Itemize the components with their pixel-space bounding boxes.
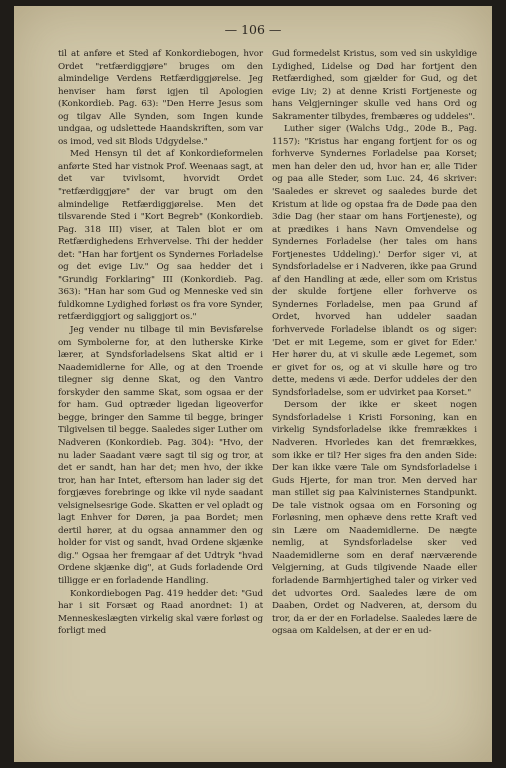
right-paragraph-3: Dersom der ikke er skeet nogen Syndsforladelse i Kristi Forsoning, kan en virkelig Syndsforladelse ikke fremrækkes i Nadveren. Hvorledes kan det fremrækkes, som ikke er til? Her siges fra den anden Side: Der kan ikke være Tale om Syndsforladelse i Guds Hjerte, for man tror. Men derved har man stillet sig paa Kalvinisternes Standpunkt. De tale vistnok ogsaa om en Forsoning og Forløsning, men ophæve dens rette Kraft ved sin Lære om Naademidlerne. De nægte nemlig, at Syndsforladelse sker ved Naademidlerne som en deraf nærværende Velgjerning, at Guds tilgivende Naade eller forladende Barmhjertighed taler og virker ved det udvortes Ord. Saaledes lære de om Daaben, Ordet og Nadveren, at, dersom du tror, da er der en Forladelse. Saaledes lære de ogsaa om Kaldelsen, at der er en ud- [272,400,477,637]
left-paragraph-2: Med Hensyn til det af Konkordieformelen anførte Sted har vistnok Prof. Weenaas sagt, at det var tvivlsomt, hvorvidt Ordet "retfærdiggjøre" der var brugt om den almindelige Retfærdiggjørelse. Men det tilsvarende Sted i "Kort Begreb" (Konkordieb. Pag. 318 III) viser, at Talen blot er om Retfærdighedens Erhvervelse. Thi der hedder det: "Han har fortjent os Syndernes Forladelse og det evige Liv." Og saa hedder det i "Grundig Forklaring" III (Konkordieb. Pag. 363): "Han har som Gud og Menneske ved sin fuldkomne Lydighed forløst os fra vore Synder, retfærdiggjort og saliggjort os." [58,149,263,323]
left-paragraph-4: Konkordiebogen Pag. 419 hedder det: "Gud har i sit Forsæt og Raad anordnet: 1) at Menneskeslægten virkelig skal være forløst og forligt med [58,588,263,637]
left-column [58,48,263,638]
left-paragraph-3: Jeg vender nu tilbage til min Bevisførelse om Symbolerne for, at den lutherske Kirke lærer, at Syndsforladelsens Skat altid er i Naademidlerne for Alle, og at den Troende tilegner sig denne Skat, og den Vantro forskyder den samme Skat, som ogsaa er der for ham. Gud optræder ligedan ligeoverfor begge, bringer den Samme til begge, bringer Tilgivelsen til begge. Saaledes siger Luther om Nadveren (Konkordieb. Pag. 304): "Hvo, der nu lader Saadant være sagt til sig og tror, at det er sandt, han har det; men hvo, der ikke tror, han har Intet, eftersom han lader sig det forgjæves forebringe og ikke vil nyde saadant velsignelsesrige Gode. Skatten er vel opladt og lagt Enhver for Døren, ja paa Bordet; men dertil hører, at du ogsaa annammer den og holder for vist og sandt, hvad Ordene skjænke dig." Ogsaa her fremgaar af det Udtryk "hvad Ordene skjænke dig", at Guds forladende Ord tilligge er en forladende Handling. [58,325,263,586]
right-column [272,48,477,638]
left-paragraph-1: til at anføre et Sted af Konkordiebogen, hvor Ordet "retfærdiggjøre" bruges om den almindelige Verdens Retfærdiggjørelse. Jeg henviser ham først igjen til Apologien (Konkordieb. Pag. 63): "Den Herre Jesus som og tilgav Alle Synden, som Ingen kunde undgaa, og udslettede Haandskriften, som var os imod, ved sit Blods Udgydelse." [58,49,263,147]
book-page [14,6,492,762]
page-number: — 106 — [224,22,282,37]
right-paragraph-1: Gud formedelst Kristus, som ved sin uskyldige Lydighed, Lidelse og Død har fortjent den Retfærdighed, som gjælder for Gud, og det evige Liv; 2) at denne Kristi Fortjeneste og hans Velgjerninger skulle ved hans Ord og Sakramenter tilbydes, frembæres og uddeles". [272,49,477,122]
right-paragraph-2: Luther siger (Walchs Udg., 20de B., Pag. 1157): "Kristus har engang fortjent for os og forhverve Syndernes Forladelse paa Korset; men han deler den ud, hvor han er, alle Tider og paa alle Steder, som Luc. 24, 46 skriver: 'Saaledes er skrevet og saaledes burde det Kristum at lide og opstaa fra de Døde paa den 3die Dag (her staar om hans Fortjeneste), og at prædikes i hans Navn Omvendelse og Syndernes Forladelse (her tales om hans Fortjenestes Uddeling).' Derfor siger vi, at Syndsforladelse er i Nadveren, ikke paa Grund af den Handling at æde, eller som om Kristus der skulde fortjene eller forhverve os Syndernes Forladelse, men paa Grund af Ordet, hvorved han uddeler saadan forhvervede Forladelse iblandt os og siger: 'Det er mit Legeme, som er givet for Eder.' Her hører du, at vi skulle æde Legemet, som er givet for os, og at vi skulle høre og tro dette, medens vi æde. Derfor uddeles der den Syndsforladelse, som er udvirket paa Korset." [272,124,477,398]
